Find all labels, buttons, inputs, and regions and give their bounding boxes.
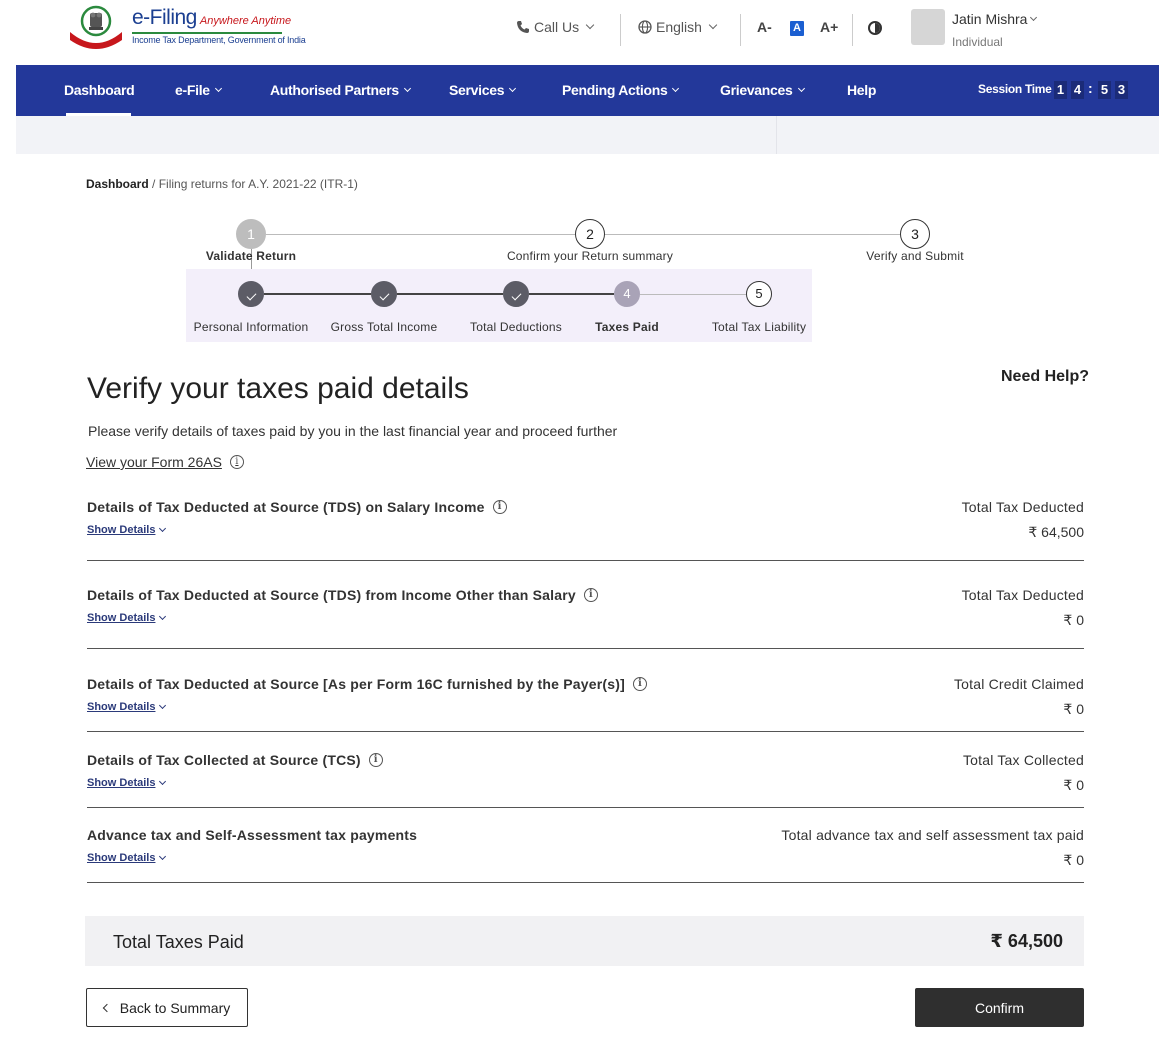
section-divider <box>87 648 1084 649</box>
total-taxes-paid-summary <box>85 916 1084 966</box>
info-icon[interactable]: i <box>633 677 647 691</box>
check-icon <box>511 291 521 301</box>
contrast-toggle-icon[interactable] <box>868 21 882 35</box>
language-selector[interactable] <box>638 19 716 35</box>
chevron-down-icon <box>709 21 717 29</box>
substep-connector <box>640 294 746 295</box>
main-nav <box>16 65 1159 116</box>
substep-2-label: Gross Total Income <box>330 320 438 334</box>
info-icon[interactable]: i <box>230 455 244 469</box>
decrease-font-button[interactable]: A- <box>757 19 772 35</box>
session-digit: 4 <box>1071 81 1084 99</box>
substep-4-label: Taxes Paid <box>595 320 659 334</box>
nav-services[interactable]: Services <box>449 82 515 98</box>
avatar[interactable] <box>911 9 945 45</box>
breadcrumb-separator: / <box>148 177 159 191</box>
need-help-link[interactable]: Need Help? <box>1001 368 1090 385</box>
section-title: Details of Tax Deducted at Source (TDS) from Income Other than Salary i <box>87 587 598 603</box>
chevron-down-icon <box>159 701 166 708</box>
step-1-label: Validate Return <box>205 249 297 263</box>
show-details-link[interactable]: Show Details <box>87 777 165 789</box>
section-tds-salary <box>87 499 1084 561</box>
substep-1-circle <box>238 281 264 307</box>
section-tcs <box>87 752 1084 808</box>
info-icon[interactable]: i <box>584 588 598 602</box>
back-to-summary-button[interactable]: Back to Summary <box>86 988 248 1027</box>
step-connector <box>605 234 900 235</box>
page-title: Verify your taxes paid details <box>87 372 469 405</box>
chevron-down-icon <box>509 84 516 91</box>
section-total-label: Total Credit Claimed <box>953 676 1084 692</box>
efiling-logo[interactable] <box>64 2 306 52</box>
nav-efile[interactable]: e-File <box>175 82 221 98</box>
section-total-label: Total Tax Collected <box>962 752 1084 768</box>
brand-underline <box>132 32 282 34</box>
nav-authorised-partners[interactable]: Authorised Partners <box>270 82 410 98</box>
session-digit: 5 <box>1098 81 1111 99</box>
session-digit: 3 <box>1115 81 1128 99</box>
section-total-value: ₹ 0 <box>1063 612 1084 628</box>
substep-1-label: Personal Information <box>193 320 309 334</box>
section-total-value: ₹ 64,500 <box>1028 524 1084 540</box>
substep-5-circle: 5 <box>746 281 772 307</box>
chevron-down-icon <box>215 84 222 91</box>
breadcrumb-current: Filing returns for A.Y. 2021-22 (ITR-1) <box>158 177 358 191</box>
call-us-menu[interactable] <box>516 19 593 35</box>
section-title: Advance tax and Self-Assessment tax payments <box>87 827 418 843</box>
brand-subtitle: Income Tax Department, Government of India <box>132 35 306 45</box>
section-total-value: ₹ 0 <box>1063 777 1084 793</box>
step-1-circle: 1 <box>236 219 266 249</box>
total-label: Total Taxes Paid <box>113 932 244 952</box>
increase-font-button[interactable]: A+ <box>820 19 839 35</box>
info-icon[interactable]: i <box>493 500 507 514</box>
session-digit: 1 <box>1054 81 1067 99</box>
section-divider <box>87 731 1084 732</box>
substep-connector <box>397 293 503 295</box>
info-icon[interactable]: i <box>369 753 383 767</box>
section-total-label: Total Tax Deducted <box>961 587 1084 603</box>
nav-dashboard[interactable]: Dashboard <box>64 82 135 98</box>
view-form-26as-link[interactable]: View your Form 26AS i <box>86 454 244 470</box>
confirm-button[interactable]: Confirm <box>915 988 1084 1027</box>
globe-icon <box>638 20 652 34</box>
chevron-down-icon <box>404 84 411 91</box>
substep-3-circle <box>503 281 529 307</box>
section-total-value: ₹ 0 <box>1063 852 1084 868</box>
nav-grievances[interactable]: Grievances <box>720 82 804 98</box>
user-role: Individual <box>952 35 1003 49</box>
user-name: Jatin Mishra <box>952 11 1028 27</box>
step-2-label: Confirm your Return summary <box>506 249 674 263</box>
section-total-label: Total Tax Deducted <box>961 499 1084 515</box>
session-colon: : <box>1088 80 1093 96</box>
check-icon <box>379 291 389 301</box>
substep-connector <box>529 293 614 295</box>
substep-5-label: Total Tax Liability <box>711 320 807 334</box>
section-total-label: Total advance tax and self assessment tax paid <box>781 827 1084 843</box>
header-divider <box>740 14 741 46</box>
chevron-down-icon <box>159 852 166 859</box>
session-time-label: Session Time <box>978 82 1052 96</box>
chevron-left-icon <box>103 1003 111 1011</box>
emblem-icon <box>64 2 128 50</box>
user-menu[interactable] <box>952 11 1036 27</box>
chevron-down-icon <box>672 84 679 91</box>
section-title: Details of Tax Deducted at Source (TDS) on Salary Income i <box>87 499 507 515</box>
section-divider <box>87 807 1084 808</box>
section-title: Details of Tax Deducted at Source [As per Form 16C furnished by the Payer(s)] i <box>87 676 647 692</box>
step-connector <box>266 234 575 235</box>
page-intro: Please verify details of taxes paid by you in the last financial year and proceed further <box>88 423 618 439</box>
chevron-down-icon <box>159 612 166 619</box>
breadcrumb-dashboard[interactable]: Dashboard <box>86 177 149 191</box>
section-total-value: ₹ 0 <box>1063 701 1084 717</box>
step-3-label: Verify and Submit <box>866 249 964 263</box>
chevron-down-icon <box>586 21 594 29</box>
section-divider <box>87 882 1084 883</box>
chevron-down-icon <box>159 777 166 784</box>
substep-3-label: Total Deductions <box>470 320 562 334</box>
check-icon <box>246 291 256 301</box>
chevron-down-icon <box>159 524 166 531</box>
section-advance-tax <box>87 827 1084 883</box>
substep-2-circle <box>371 281 397 307</box>
nav-pending-actions[interactable]: Pending Actions <box>562 82 678 98</box>
substep-4-circle: 4 <box>614 281 640 307</box>
substep-connector <box>264 293 371 295</box>
section-tds-other-income <box>87 587 1084 649</box>
header-divider <box>852 14 853 46</box>
breadcrumb <box>86 177 358 191</box>
section-divider <box>87 560 1084 561</box>
top-header <box>0 0 1159 65</box>
language-label: English <box>656 19 702 35</box>
chevron-down-icon <box>1030 13 1037 20</box>
chevron-down-icon <box>797 84 804 91</box>
brand-name: e-Filing Anywhere Anytime <box>132 6 292 29</box>
show-details-link[interactable]: Show Details <box>87 612 165 624</box>
show-details-link[interactable]: Show Details <box>87 701 165 713</box>
show-details-link[interactable]: Show Details <box>87 524 165 536</box>
brand-tagline: Anywhere Anytime <box>199 15 292 27</box>
section-title: Details of Tax Collected at Source (TCS) i <box>87 752 383 768</box>
header-divider <box>620 14 621 46</box>
phone-icon <box>516 20 530 34</box>
show-details-link[interactable]: Show Details <box>87 852 165 864</box>
step-3-circle: 3 <box>900 219 930 249</box>
call-us-label: Call Us <box>534 19 580 35</box>
total-value: ₹ 64,500 <box>990 931 1063 951</box>
step-2-circle: 2 <box>575 219 605 249</box>
sub-header-bar <box>16 116 1159 154</box>
default-font-button[interactable]: A <box>790 21 804 36</box>
sub-header-divider <box>776 116 777 154</box>
nav-help[interactable]: Help <box>847 82 877 98</box>
section-tds-form16c <box>87 676 1084 732</box>
